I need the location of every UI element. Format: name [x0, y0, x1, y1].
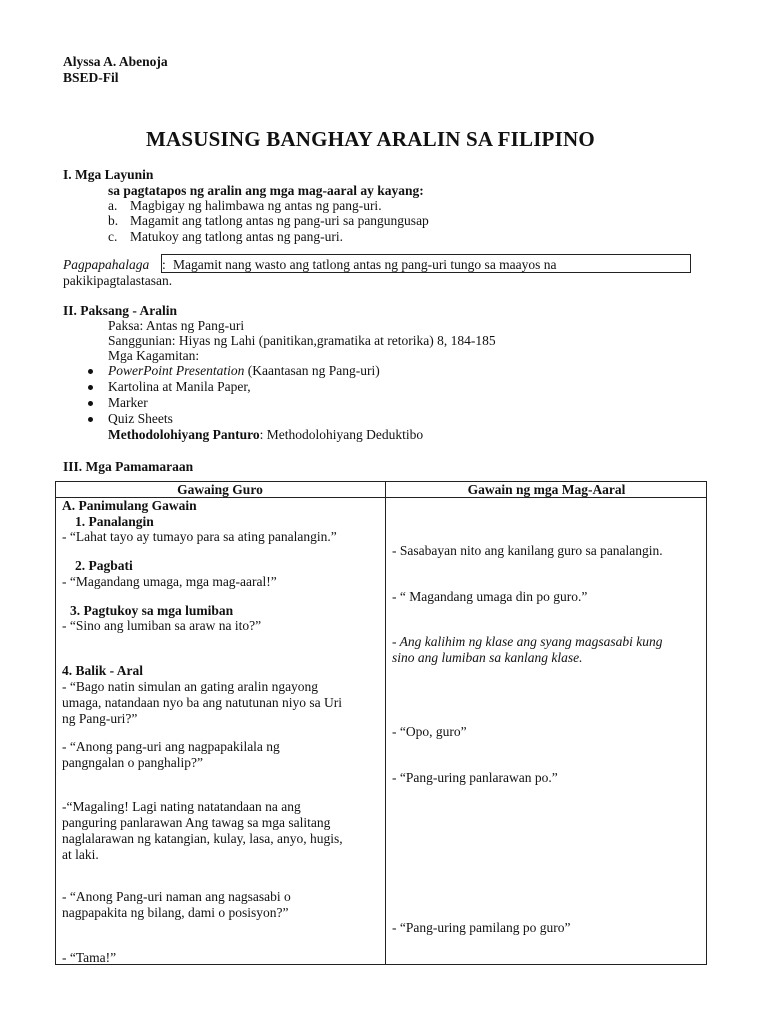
lumiban-heading: 3. Pagtukoy sa mga lumiban: [70, 603, 234, 618]
pagpapahalaga-text: Magamit nang wasto ang tatlong antas ng pang-uri tungo sa maayos na: [173, 257, 557, 272]
author-course: BSED-Fil: [63, 70, 119, 85]
pamamaraan-heading: III. Mga Pamamaraan: [63, 459, 194, 474]
table-column-divider: [385, 481, 386, 965]
kagamitan-item: [108, 363, 380, 379]
author-name: Alyssa A. Abenoja: [63, 54, 168, 69]
student-lumiban-line-2: sino ang lumiban sa kanlang klase.: [392, 650, 583, 665]
sanggunian: Sanggunian: Hiyas ng Lahi (panitikan,gramatika at retorika) 8, 184-185: [108, 333, 496, 348]
layunin-letter-c: c.: [108, 229, 118, 244]
pagpapahalaga-label: Pagpapahalaga: [63, 257, 150, 272]
panimulang-gawain: A. Panimulang Gawain: [62, 498, 197, 513]
lumiban-text: - “Sino ang lumiban sa araw na ito?”: [62, 618, 262, 633]
kagamitan-item: Marker: [108, 395, 148, 410]
panalangin-heading: 1. Panalangin: [75, 514, 154, 529]
magaling-line-4: at laki.: [62, 847, 99, 862]
pagpapahalaga-colon: :: [162, 257, 166, 272]
magaling-line-1: -“Magaling! Lagi nating natatandaan na ang: [62, 799, 301, 814]
magaling-line-2: panguring panlarawan Ang tawag sa mga salitang: [62, 815, 331, 830]
anong-pang-uri-line-1: - “Anong pang-uri ang nagpapakilala ng: [62, 739, 280, 754]
student-pagbati: - “ Magandang umaga din po guro.”: [392, 589, 588, 604]
bilang-line-2: nagpapakita ng bilang, dami o posisyon?”: [62, 905, 289, 920]
pagpapahalaga-text-cont: pakikipagtalastasan.: [63, 273, 173, 288]
kagamitan-item-text: (Kaantasan ng Pang-uri): [244, 363, 380, 378]
balik-aral-line-2: umaga, natandaan nyo ba ang natutunan niyo sa Uri: [62, 695, 343, 710]
student-panlarawan: - “Pang-uring panlarawan po.”: [392, 770, 558, 785]
magaling-line-3: naglalarawan ng katangian, kulay, lasa, anyo, hugis,: [62, 831, 343, 846]
kagamitan-item: Quiz Sheets: [108, 411, 173, 426]
methodology-label: Methodolohiyang Panturo: [108, 427, 260, 442]
kagamitan-label: Mga Kagamitan:: [108, 348, 200, 363]
layunin-item-b: Magamit ang tatlong antas ng pang-uri sa pangungusap: [130, 213, 429, 228]
layunin-item-c: Matukoy ang tatlong antas ng pang-uri.: [130, 229, 343, 244]
column-header-guro: Gawaing Guro: [177, 482, 263, 497]
layunin-intro: sa pagtatapos ng aralin ang mga mag-aaral ay kayang:: [108, 183, 424, 198]
bullet-icon: [88, 417, 93, 422]
student-pamilang: - “Pang-uring pamilang po guro”: [392, 920, 571, 935]
bullet-icon: [88, 369, 93, 374]
layunin-letter-a: a.: [108, 198, 118, 213]
bullet-icon: [88, 385, 93, 390]
student-panalangin: - Sasabayan nito ang kanilang guro sa panalangin.: [392, 543, 663, 558]
layunin-heading: I. Mga Layunin: [63, 167, 154, 182]
balik-aral-line-1: - “Bago natin simulan an gating aralin ngayong: [62, 679, 319, 694]
tama-text: - “Tama!”: [62, 950, 117, 965]
anong-pang-uri-line-2: pangngalan o panghalip?”: [62, 755, 203, 770]
column-header-mag-aaral: Gawain ng mga Mag-Aaral: [467, 482, 626, 497]
page-title: MASUSING BANGHAY ARALIN SA FILIPINO: [146, 127, 595, 151]
methodology: [108, 427, 423, 443]
methodology-value: : Methodolohiyang Deduktibo: [259, 427, 424, 442]
pagbati-text: - “Magandang umaga, mga mag-aaral!”: [62, 574, 277, 589]
balik-aral-heading: 4. Balik - Aral: [62, 663, 144, 678]
balik-aral-line-3: ng Pang-uri?”: [62, 711, 138, 726]
student-lumiban-line-1: - Ang kalihim ng klase ang syang magsasabi kung: [392, 634, 663, 649]
pagbati-heading: 2. Pagbati: [75, 558, 133, 573]
layunin-letter-b: b.: [108, 213, 119, 228]
layunin-item-a: Magbigay ng halimbawa ng antas ng pang-uri.: [130, 198, 382, 213]
bilang-line-1: - “Anong Pang-uri naman ang nagsasabi o: [62, 889, 291, 904]
student-opo: - “Opo, guro”: [392, 724, 467, 739]
kagamitan-item-italic: PowerPoint Presentation: [108, 363, 245, 378]
paksang-aralin-heading: II. Paksang - Aralin: [63, 303, 178, 318]
bullet-icon: [88, 401, 93, 406]
paksa: Paksa: Antas ng Pang-uri: [108, 318, 245, 333]
panalangin-text: - “Lahat tayo ay tumayo para sa ating panalangin.”: [62, 529, 337, 544]
kagamitan-item: Kartolina at Manila Paper,: [108, 379, 251, 394]
